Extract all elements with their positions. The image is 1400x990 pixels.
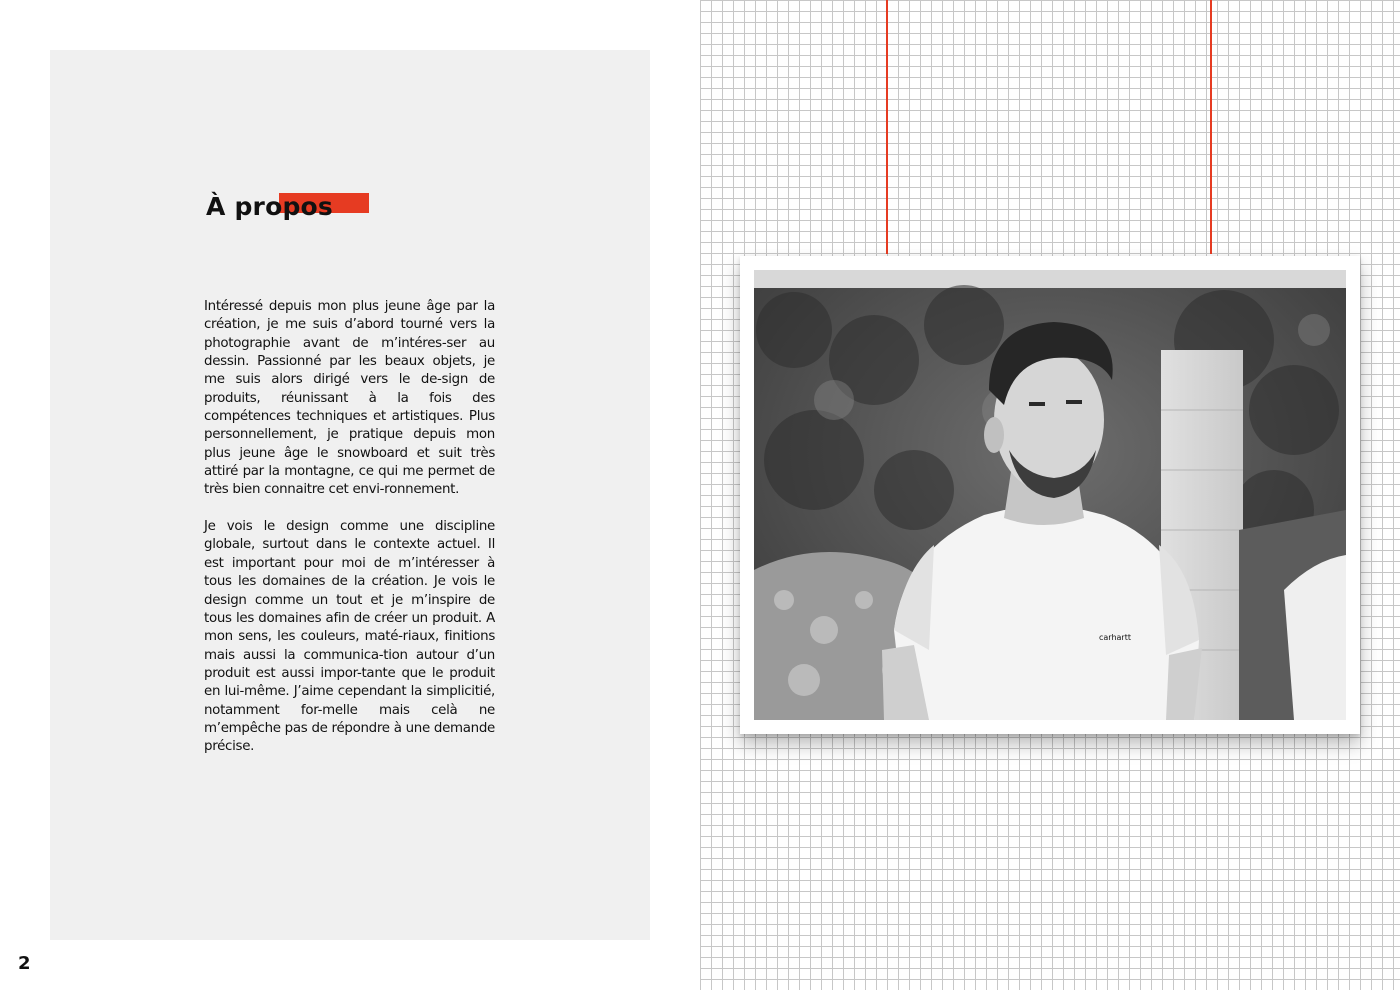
page-title: À propos: [206, 192, 334, 221]
hanging-string-right: [1210, 0, 1212, 254]
paragraph-2: Je vois le design comme une discipline globale, surtout dans le contexte actuel. Il est important pour moi de m’intéresser à tous les domaines de la création. Je vois le design comme un tout et je m’inspire de tous les domaines afin de créer un produit. A mon sens, les couleurs, maté-riaux, finitions mais aussi la communica-tion autour d’un produit est aussi impor-tante que le produit en lui-même. J’aime cependant la simplicitié, notamment for-melle mais celà ne m’empêche pas de répondre à une demande précise.: [204, 519, 495, 755]
portrait-photo-graphic: [754, 270, 1346, 720]
shirt-logo: carhartt: [1099, 633, 1131, 642]
portrait-photo: [754, 270, 1346, 720]
hanging-string-left: [886, 0, 888, 254]
page-number: 2: [18, 953, 31, 974]
photo-frame: [740, 256, 1360, 734]
right-page-grid: [700, 0, 1400, 990]
paragraph-1: Intéressé depuis mon plus jeune âge par la création, je me suis d’abord tourné vers la photographie avant de m’intéres-ser au dessin. Passionné par les beaux objets, je me suis alors dirigé vers le de-sign de produits, réunissant à la fois des compétences techniques et artistiques. Plus personnellement, je pratique depuis mon plus jeune âge le snowboard et suit très attiré par la montagne, ce qui me permet de très bien connaitre cet envi-ronnement.: [204, 299, 495, 498]
about-text: [204, 298, 495, 775]
